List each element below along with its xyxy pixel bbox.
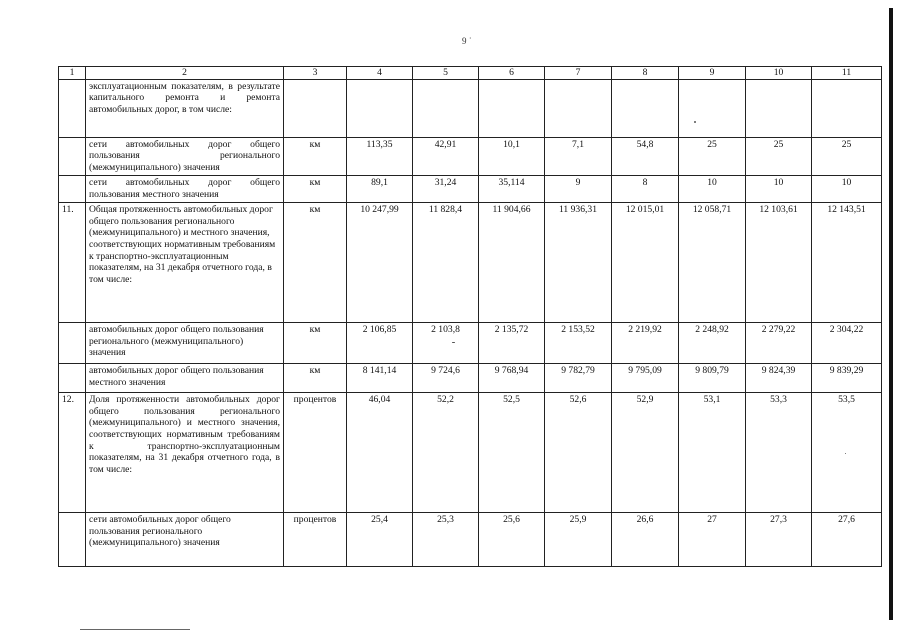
value-cell: 89,1	[347, 175, 413, 202]
value-cell: 9 782,79	[545, 363, 612, 392]
value-cell: 25	[746, 137, 812, 175]
table-row	[59, 322, 882, 363]
value-cell: 25,3	[413, 512, 479, 566]
value-cell	[347, 79, 413, 137]
value-cell: 11 904,66	[479, 202, 545, 322]
value-cell: 12 103,61	[746, 202, 812, 322]
value-cell: 12 058,71	[679, 202, 746, 322]
value-cell: 12 143,51	[812, 202, 882, 322]
value-cell	[812, 79, 882, 137]
value-cell	[679, 79, 746, 137]
value-cell: 54,8	[612, 137, 679, 175]
value-cell	[479, 79, 545, 137]
value-cell: 52,9	[612, 392, 679, 512]
column-number: 9	[679, 67, 746, 80]
column-number: 4	[347, 67, 413, 80]
value-cell: 25,6	[479, 512, 545, 566]
row-number	[59, 363, 86, 392]
table-row	[59, 137, 882, 175]
value-cell: 10	[812, 175, 882, 202]
footnote-rule	[80, 629, 190, 630]
indicator-name: эксплуатационным показателям, в результате капитального ремонта и ремонта автомобильных дорог, в том числе:	[86, 79, 284, 137]
row-number	[59, 512, 86, 566]
value-cell: 9 824,39	[746, 363, 812, 392]
column-number: 7	[545, 67, 612, 80]
value-cell: 52,6	[545, 392, 612, 512]
value-cell: 53,5	[812, 392, 882, 512]
value-cell: 8 141,14	[347, 363, 413, 392]
unit: км	[284, 322, 347, 363]
indicator-name: автомобильных дорог общего пользования регионального (межмуниципального) значения	[86, 322, 284, 363]
column-number: 2	[86, 67, 284, 80]
value-cell: 113,35	[347, 137, 413, 175]
column-number: 3	[284, 67, 347, 80]
value-cell: 27	[679, 512, 746, 566]
unit: процентов	[284, 392, 347, 512]
value-cell: 2 279,22	[746, 322, 812, 363]
value-cell: 25,4	[347, 512, 413, 566]
value-cell: 53,3	[746, 392, 812, 512]
value-cell: 7,1	[545, 137, 612, 175]
value-cell: 9 795,09	[612, 363, 679, 392]
value-cell	[746, 79, 812, 137]
table-row	[59, 79, 882, 137]
value-cell: 9	[545, 175, 612, 202]
value-cell: 52,2	[413, 392, 479, 512]
value-cell: 2 103,8	[413, 322, 479, 363]
indicator-name: сети автомобильных дорог общего пользования регионального (межмуниципального) значения	[86, 512, 284, 566]
unit: процентов	[284, 512, 347, 566]
value-cell: 10 247,99	[347, 202, 413, 322]
value-cell: 52,5	[479, 392, 545, 512]
value-cell: 2 106,85	[347, 322, 413, 363]
value-cell: 35,114	[479, 175, 545, 202]
value-cell: 27,3	[746, 512, 812, 566]
indicators-table	[58, 66, 882, 567]
value-cell: 9 768,94	[479, 363, 545, 392]
column-number: 11	[812, 67, 882, 80]
value-cell: 8	[612, 175, 679, 202]
unit: км	[284, 175, 347, 202]
table-row	[59, 175, 882, 202]
scan-edge-bar	[889, 8, 893, 620]
value-cell: 42,91	[413, 137, 479, 175]
unit	[284, 79, 347, 137]
indicator-name: автомобильных дорог общего пользования местного значения	[86, 363, 284, 392]
value-cell: 31,24	[413, 175, 479, 202]
value-cell: 2 153,52	[545, 322, 612, 363]
value-cell: 2 219,92	[612, 322, 679, 363]
table-row	[59, 512, 882, 566]
row-number	[59, 175, 86, 202]
row-number	[59, 137, 86, 175]
value-cell: 26,6	[612, 512, 679, 566]
row-number	[59, 322, 86, 363]
table-row	[59, 363, 882, 392]
column-number: 1	[59, 67, 86, 80]
value-cell: 9 839,29	[812, 363, 882, 392]
value-cell: 27,6	[812, 512, 882, 566]
value-cell	[545, 79, 612, 137]
unit: км	[284, 363, 347, 392]
value-cell: 2 135,72	[479, 322, 545, 363]
value-cell: 2 248,92	[679, 322, 746, 363]
value-cell: 46,04	[347, 392, 413, 512]
value-cell	[612, 79, 679, 137]
value-cell: 2 304,22	[812, 322, 882, 363]
unit: км	[284, 137, 347, 175]
indicator-name: сети автомобильных дорог общего пользования регионального (межмуниципального) значения	[86, 137, 284, 175]
value-cell	[413, 79, 479, 137]
value-cell: 11 828,4	[413, 202, 479, 322]
table-row	[59, 202, 882, 322]
value-cell: 10	[679, 175, 746, 202]
value-cell: 25	[679, 137, 746, 175]
unit: км	[284, 202, 347, 322]
value-cell: 10	[746, 175, 812, 202]
column-number-row	[59, 67, 882, 80]
value-cell: 10,1	[479, 137, 545, 175]
indicator-name: Общая протяженность автомобильных дорог общего пользования регионального (межмуниципального) и местного значения, соответствующих нормативным требованиям к транспортно-эксплуатационным показателям, на 31 декабря отчетного года, в том числе:	[86, 202, 284, 322]
row-number: 11.	[59, 202, 86, 322]
column-number: 10	[746, 67, 812, 80]
value-cell: 9 724,6	[413, 363, 479, 392]
row-number	[59, 79, 86, 137]
column-number: 5	[413, 67, 479, 80]
value-cell: 12 015,01	[612, 202, 679, 322]
value-cell: 25	[812, 137, 882, 175]
indicator-name: Доля протяженности автомобильных дорог общего пользования регионального (межмуниципального) и местного значения, соответствующих нормативным требованиям к транспортно-эксплуатационным показателям, на 31 декабря отчетного года, в том числе:	[86, 392, 284, 512]
value-cell: 53,1	[679, 392, 746, 512]
page-number: 9 ˙	[462, 36, 472, 46]
row-number: 12.	[59, 392, 86, 512]
indicator-name: сети автомобильных дорог общего пользования местного значения	[86, 175, 284, 202]
value-cell: 9 809,79	[679, 363, 746, 392]
value-cell: 25,9	[545, 512, 612, 566]
table-row	[59, 392, 882, 512]
column-number: 8	[612, 67, 679, 80]
column-number: 6	[479, 67, 545, 80]
value-cell: 11 936,31	[545, 202, 612, 322]
